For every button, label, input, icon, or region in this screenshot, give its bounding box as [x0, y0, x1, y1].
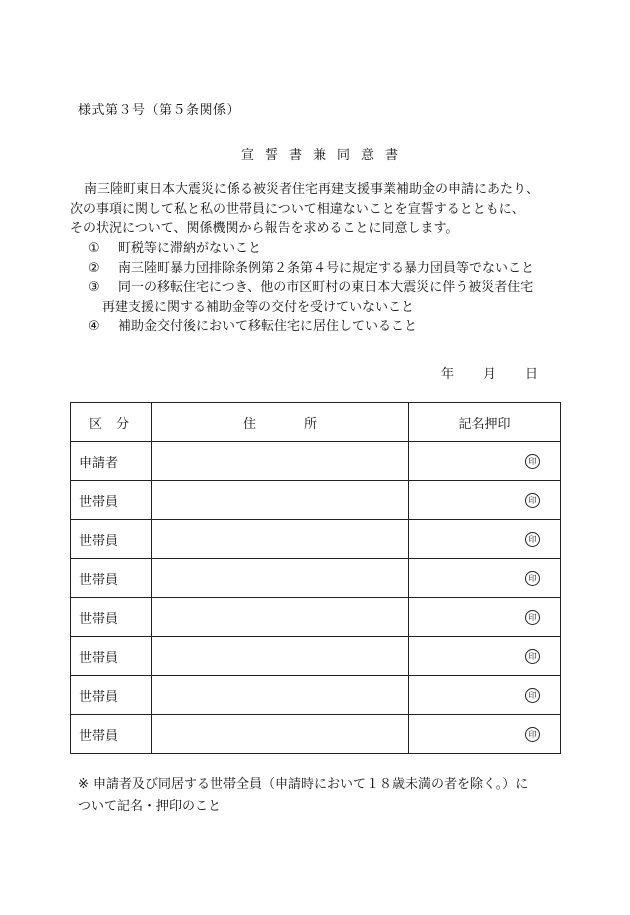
item-number: ④	[88, 319, 100, 334]
table-row	[71, 481, 561, 520]
table-row	[71, 676, 561, 715]
seal-icon: 印	[525, 454, 540, 469]
row-role: 世帯員	[71, 637, 152, 676]
date-line	[441, 363, 538, 382]
address-cell[interactable]	[152, 481, 409, 520]
declaration-item	[88, 239, 568, 259]
row-role: 世帯員	[71, 598, 152, 637]
row-role: 世帯員	[71, 559, 152, 598]
seal-icon: 印	[525, 649, 540, 664]
table-row	[71, 637, 561, 676]
item-text: 補助金交付後において移転住宅に居住していること	[118, 319, 418, 334]
declaration-item	[88, 278, 568, 317]
table-row	[71, 442, 561, 481]
item-text: 同一の移転住宅につき、他の市区町村の東日本大震災に伴う被災者住宅	[118, 280, 534, 295]
table-header-row	[71, 403, 561, 442]
seal-icon: 印	[525, 688, 540, 703]
row-role: 世帯員	[71, 520, 152, 559]
row-role: 申請者	[71, 442, 152, 481]
item-text-continued: 再建支援に関する補助金等の交付を受けていないこと	[102, 299, 415, 315]
declaration-item	[88, 317, 568, 337]
table-row	[71, 559, 561, 598]
seal-icon: 印	[525, 532, 540, 547]
seal-icon: 印	[525, 610, 540, 625]
date-day-label: 日	[525, 367, 539, 382]
header-address	[152, 403, 409, 442]
footnote-line-1: ※ 申請者及び同居する世帯全員（申請時において１８歳未満の者を除く。）に	[78, 777, 529, 792]
item-number: ①	[88, 241, 100, 256]
item-text: 町税等に滞納がないこと	[118, 241, 262, 256]
row-role: 世帯員	[71, 676, 152, 715]
footnote-line-2: ついて記名・押印のこと	[78, 799, 222, 814]
item-number: ③	[88, 280, 100, 295]
signature-cell[interactable]	[409, 520, 561, 559]
address-cell[interactable]	[152, 442, 409, 481]
signature-cell[interactable]	[409, 559, 561, 598]
row-role: 世帯員	[71, 715, 152, 754]
signature-cell[interactable]	[409, 442, 561, 481]
signature-table	[70, 402, 561, 754]
signature-cell[interactable]	[409, 598, 561, 637]
address-cell[interactable]	[152, 715, 409, 754]
signature-cell[interactable]	[409, 676, 561, 715]
item-text-block	[102, 278, 568, 317]
declaration-item	[88, 259, 568, 279]
form-number: 様式第３号（第５条関係）	[78, 103, 241, 118]
seal-icon: 印	[525, 571, 540, 586]
signature-cell[interactable]	[409, 481, 561, 520]
address-cell[interactable]	[152, 598, 409, 637]
address-cell[interactable]	[152, 676, 409, 715]
header-category: 区分	[71, 403, 152, 442]
date-year-label: 年	[441, 367, 455, 382]
signature-cell[interactable]	[409, 715, 561, 754]
address-cell[interactable]	[152, 559, 409, 598]
item-text: 南三陸町暴力団排除条例第２条第４号に規定する暴力団員等でないこと	[118, 260, 535, 276]
signature-cell[interactable]	[409, 637, 561, 676]
page-title: 宣誓書兼同意書	[240, 148, 409, 163]
header-signature: 記名押印	[409, 403, 561, 442]
footnote	[78, 774, 568, 818]
intro-line-1: 南三陸町東日本大震災に係る被災者住宅再建支援事業補助金の申請にあたり、	[84, 182, 540, 197]
item-number: ②	[88, 260, 100, 276]
address-cell[interactable]	[152, 520, 409, 559]
seal-icon: 印	[525, 493, 540, 508]
table-row	[71, 598, 561, 637]
header-address-part-1: 住	[242, 416, 256, 432]
date-month-label: 月	[483, 367, 497, 382]
table-row	[71, 715, 561, 754]
seal-icon: 印	[525, 727, 540, 742]
intro-paragraph	[70, 180, 570, 239]
declaration-items	[88, 239, 568, 337]
intro-line-3: その状況について、関係機関から報告を求めることに同意します。	[70, 221, 459, 236]
intro-line-2: 次の事項に関して私と私の世帯員について相違ないことを宣誓するとともに、	[70, 201, 525, 217]
row-role: 世帯員	[71, 481, 152, 520]
address-cell[interactable]	[152, 637, 409, 676]
header-address-part-2: 所	[304, 416, 318, 432]
table-row	[71, 520, 561, 559]
